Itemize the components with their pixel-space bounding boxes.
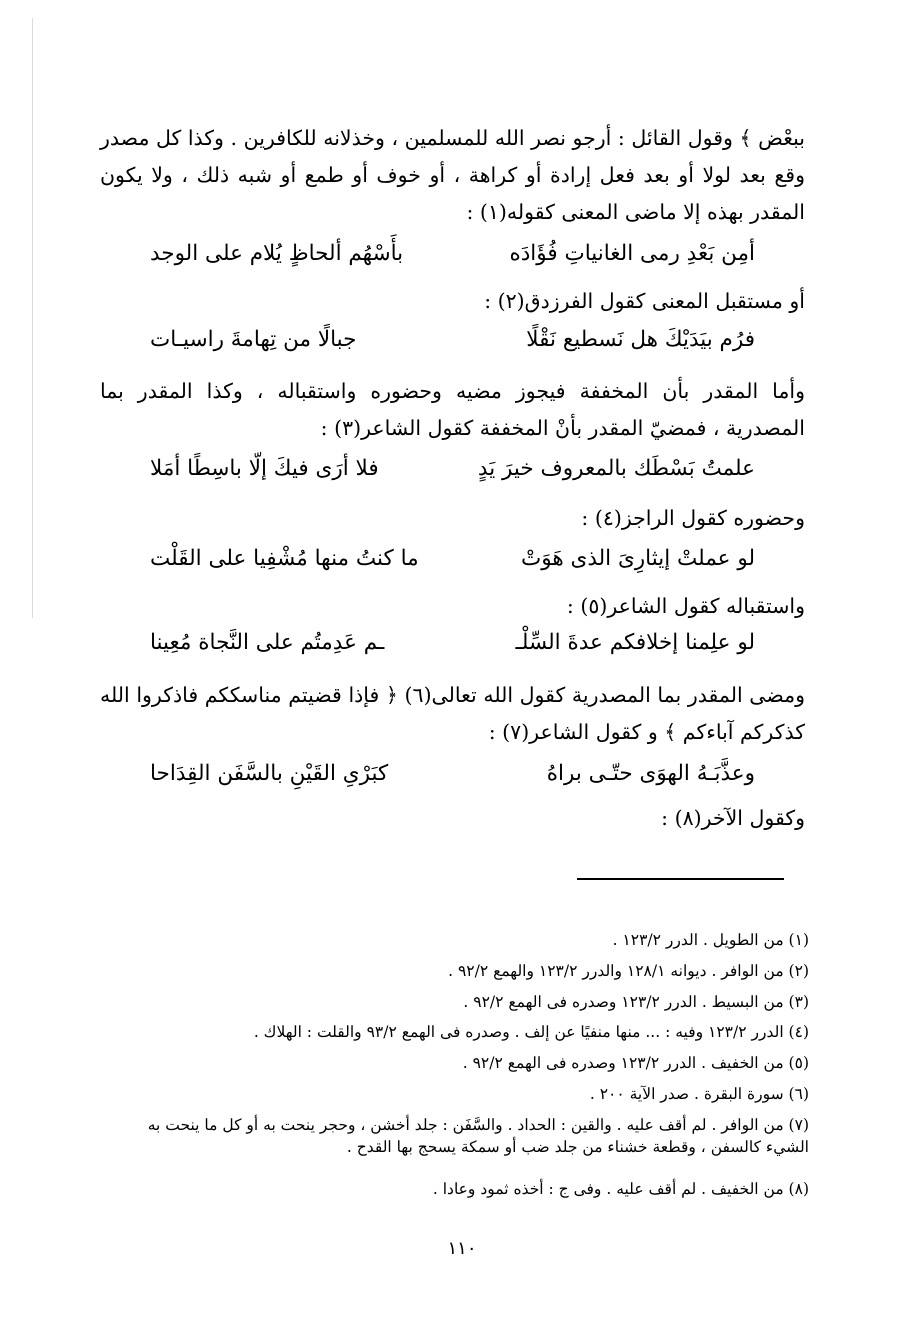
verse-6-first-hemistich: وعذَّبَـهُ الهوَى حتّـى براهُ [546, 761, 755, 786]
verse-4-second-hemistich: ما كنتُ منها مُشْفِيا على القَلْت [150, 546, 419, 571]
verse-1-first-hemistich: أمِن بَعْدِ رمى الغانياتِ فُؤَادَه [509, 241, 755, 266]
footnote-8: (٨) من الخفيف . لم أقف عليه . وفى ج : أخذه ثمود وعادا . [432, 1180, 809, 1198]
verse-6 [150, 761, 755, 801]
footnote-2: (٢) من الوافر . ديوانه ١٢٨/١ والدرر ١٢٣/٢ والهمع ٩٢/٢ . [448, 962, 809, 980]
verse-5-first-hemistich: لو علِمنا إخلافكم عدةَ السِّلْـ [515, 630, 755, 655]
verse-3-first-hemistich: علمتُ بَسْطَك بالمعروف خيرَ يَدٍ [477, 456, 755, 481]
verse-3 [150, 456, 755, 496]
paragraph-4: وحضوره كقول الراجز(٤) : [581, 506, 805, 530]
verse-2 [150, 327, 755, 367]
paragraph-5: واستقباله كقول الشاعر(٥) : [566, 594, 805, 618]
verse-2-second-hemistich: جبالًا من تِهامةَ راسيـات [150, 327, 357, 352]
verse-4 [150, 546, 755, 586]
verse-3-second-hemistich: فلا أرَى فيكَ إلّا باسِطًا أمَلا [150, 456, 379, 481]
paragraph-3: وأما المقدر بأن المخففة فيجوز مضيه وحضوره واستقباله ، وكذا المقدر بما المصدرية ، فمضيّ المقدر بأنْ المخففة كقول الشاعر(٣) : [100, 379, 805, 440]
verse-4-first-hemistich: لو عملتْ إيثارِىَ الذى هَوَتْ [520, 546, 755, 571]
footnote-6: (٦) سورة البقرة . صدر الآية ٢٠٠ . [589, 1085, 809, 1103]
footnote-separator [577, 878, 784, 880]
verse-6-second-hemistich: كبَرْىِ القَيْنِ بالسَّفَن القِدَاحا [150, 761, 389, 786]
verse-1 [150, 241, 755, 281]
footnote-1: (١) من الطويل . الدرر ١٢٣/٢ . [612, 931, 809, 949]
footnote-5: (٥) من الخفيف . الدرر ١٢٣/٢ وصدره فى الهمع ٩٢/٢ . [462, 1054, 809, 1072]
paragraph-1: ببعْض ﴾ وقول القائل : أرجو نصر الله للمسلمين ، وخذلانه للكافرين . وكذا كل مصدر وقع بعد لولا أو بعد فعل إرادة أو كراهة ، أو خوف أو طمع أو شبه ذلك ، ولا يكون المقدر بهذه إلا ماضى المعنى كقوله(١) : [100, 126, 805, 224]
verse-5 [150, 630, 755, 670]
paragraph-7: وكقول الآخر(٨) : [661, 806, 805, 830]
footnote-4: (٤) الدرر ١٢٣/٢ وفيه : ... منها منفيًا عن إلف . وصدره فى الهمع ٩٣/٢ والقلت : الهلاك . [253, 1023, 809, 1041]
footnote-7: (٧) من الوافر . لم أقف عليه . والقين : الحداد . والسَّفَن : جلد أخشن ، وحجر ينحت به أو كل ما ينحت به الشيء كالسفن ، وقطعة خشناء من جلد ضب أو سمكة يسحج بها القدح . [147, 1116, 809, 1156]
verse-5-second-hemistich: ـم عَدِمتُم على النَّجاة مُعِينا [150, 630, 385, 655]
footnote-3: (٣) من البسيط . الدرر ١٢٣/٢ وصدره فى الهمع ٩٢/٢ . [463, 993, 809, 1011]
paragraph-2: أو مستقبل المعنى كقول الفرزدق(٢) : [484, 289, 805, 313]
page-number: ١١٠ [447, 1238, 477, 1259]
verse-1-second-hemistich: بأَسْهُم ألحاظٍ يُلام على الوجد [150, 241, 404, 266]
paragraph-6: ومضى المقدر بما المصدرية كقول الله تعالى(٦) ﴿ فإذا قضيتم مناسككم فاذكروا الله كذكركم آباءكم ﴾ و كقول الشاعر(٧) : [100, 683, 805, 744]
verse-2-first-hemistich: فرُم بيَدَيْكَ هل نَسطيع نَقْلًا [526, 327, 755, 352]
scan-edge-line [32, 18, 33, 618]
